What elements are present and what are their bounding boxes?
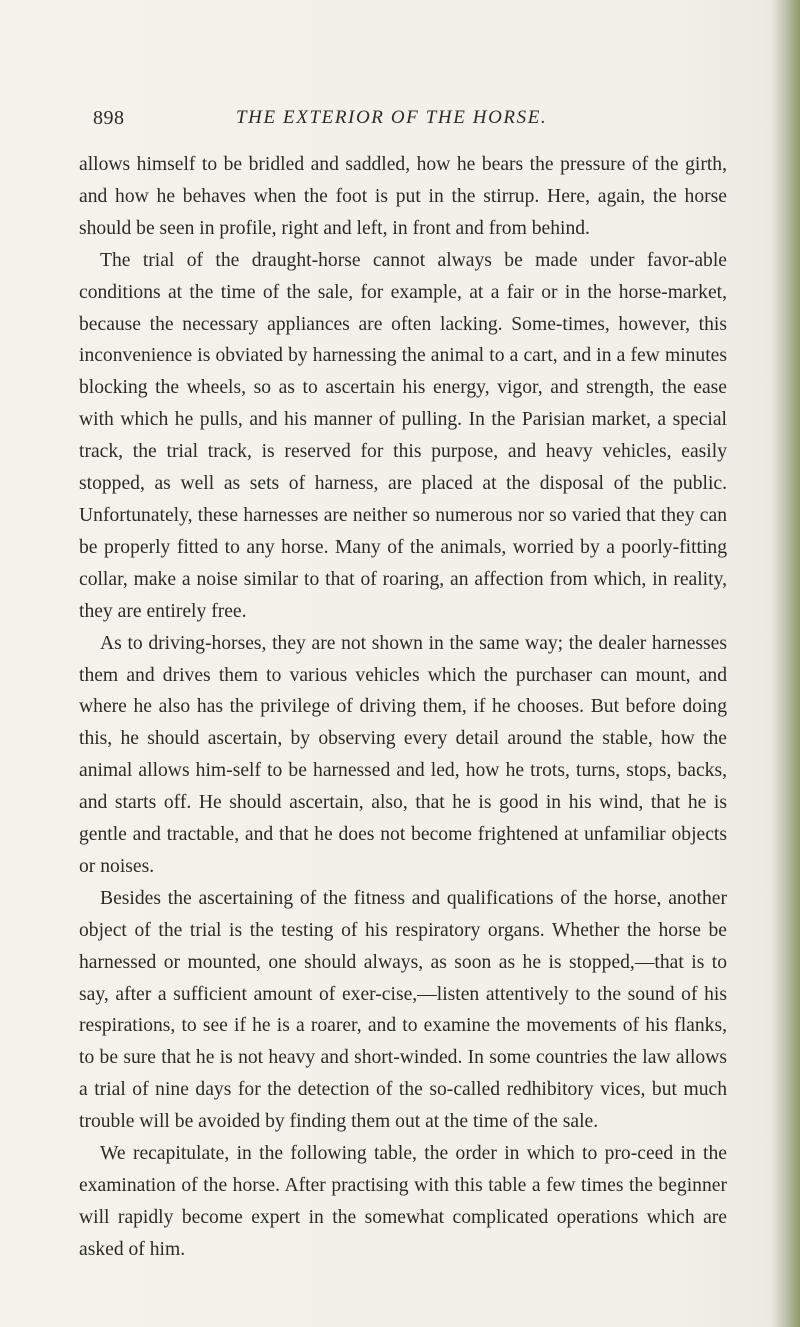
paragraph-recapitulation: We recapitulate, in the following table, the order in which to pro-ceed in the examination of the horse. After practising with this table a few times the beginner will rapidly become expert in the somewhat complicated operations which are asked of him. <box>79 1143 727 1260</box>
body-text <box>79 149 727 1266</box>
paragraph-continuation: allows himself to be bridled and saddled, how he bears the pressure of the girth, and how he behaves when the foot is put in the stirrup. Here, again, the horse should be seen in profile, right and left, in front and from behind. <box>79 154 727 239</box>
paragraph-respiratory-testing: Besides the ascertaining of the fitness and qualifications of the horse, another object of the trial is the testing of his respiratory organs. Whether the horse be harnessed or mounted, one should always, as soon as he is stopped,—that is to say, after a sufficient amount of exer-cise,—listen attentively to the sound of his respirations, to see if he is a roarer, and to examine the movements of his flanks, to be sure that he is not heavy and short-winded. In some countries the law allows a trial of nine days for the detection of the so-called redhibitory vices, but much trouble will be avoided by finding them out at the time of the sale. <box>79 887 727 1133</box>
page-edge-shadow <box>772 0 800 1327</box>
page-number: 898 <box>93 107 125 129</box>
paragraph-draught-horse-trial: The trial of the draught-horse cannot always be made under favor-able conditions at the time of the sale, for example, at a fair or in the horse-market, because the necessary appliances are often lacking. Some-times, however, this inconvenience is obviated by harnessing the animal to a cart, and in a few minutes blocking the wheels, so as to ascertain his energy, vigor, and strength, the ease with which he pulls, and his manner of pulling. In the Parisian market, a special track, the trial track, is reserved for this purpose, and heavy vehicles, easily stopped, as well as sets of harness, are placed at the disposal of the public. Unfortunately, these harnesses are neither so numerous nor so varied that they can be properly fitted to any horse. Many of the animals, worried by a poorly-fitting collar, make a noise similar to that of roaring, an affection from which, in reality, they are entirely free. <box>79 249 727 622</box>
running-title: THE EXTERIOR OF THE HORSE. <box>236 107 548 128</box>
paragraph-driving-horses: As to driving-horses, they are not shown in the same way; the dealer harnesses them and drives them to various vehicles which the purchaser can mount, and where he also has the privilege of driving them, if he chooses. But before doing this, he should ascertain, by observing every detail around the stable, how the animal allows him-self to be harnessed and led, how he trots, turns, stops, backs, and starts off. He should ascertain, also, that he is good in his wind, that he is gentle and tractable, and that he does not become frightened at unfamiliar objects or noises. <box>79 632 727 877</box>
running-head <box>0 107 780 137</box>
